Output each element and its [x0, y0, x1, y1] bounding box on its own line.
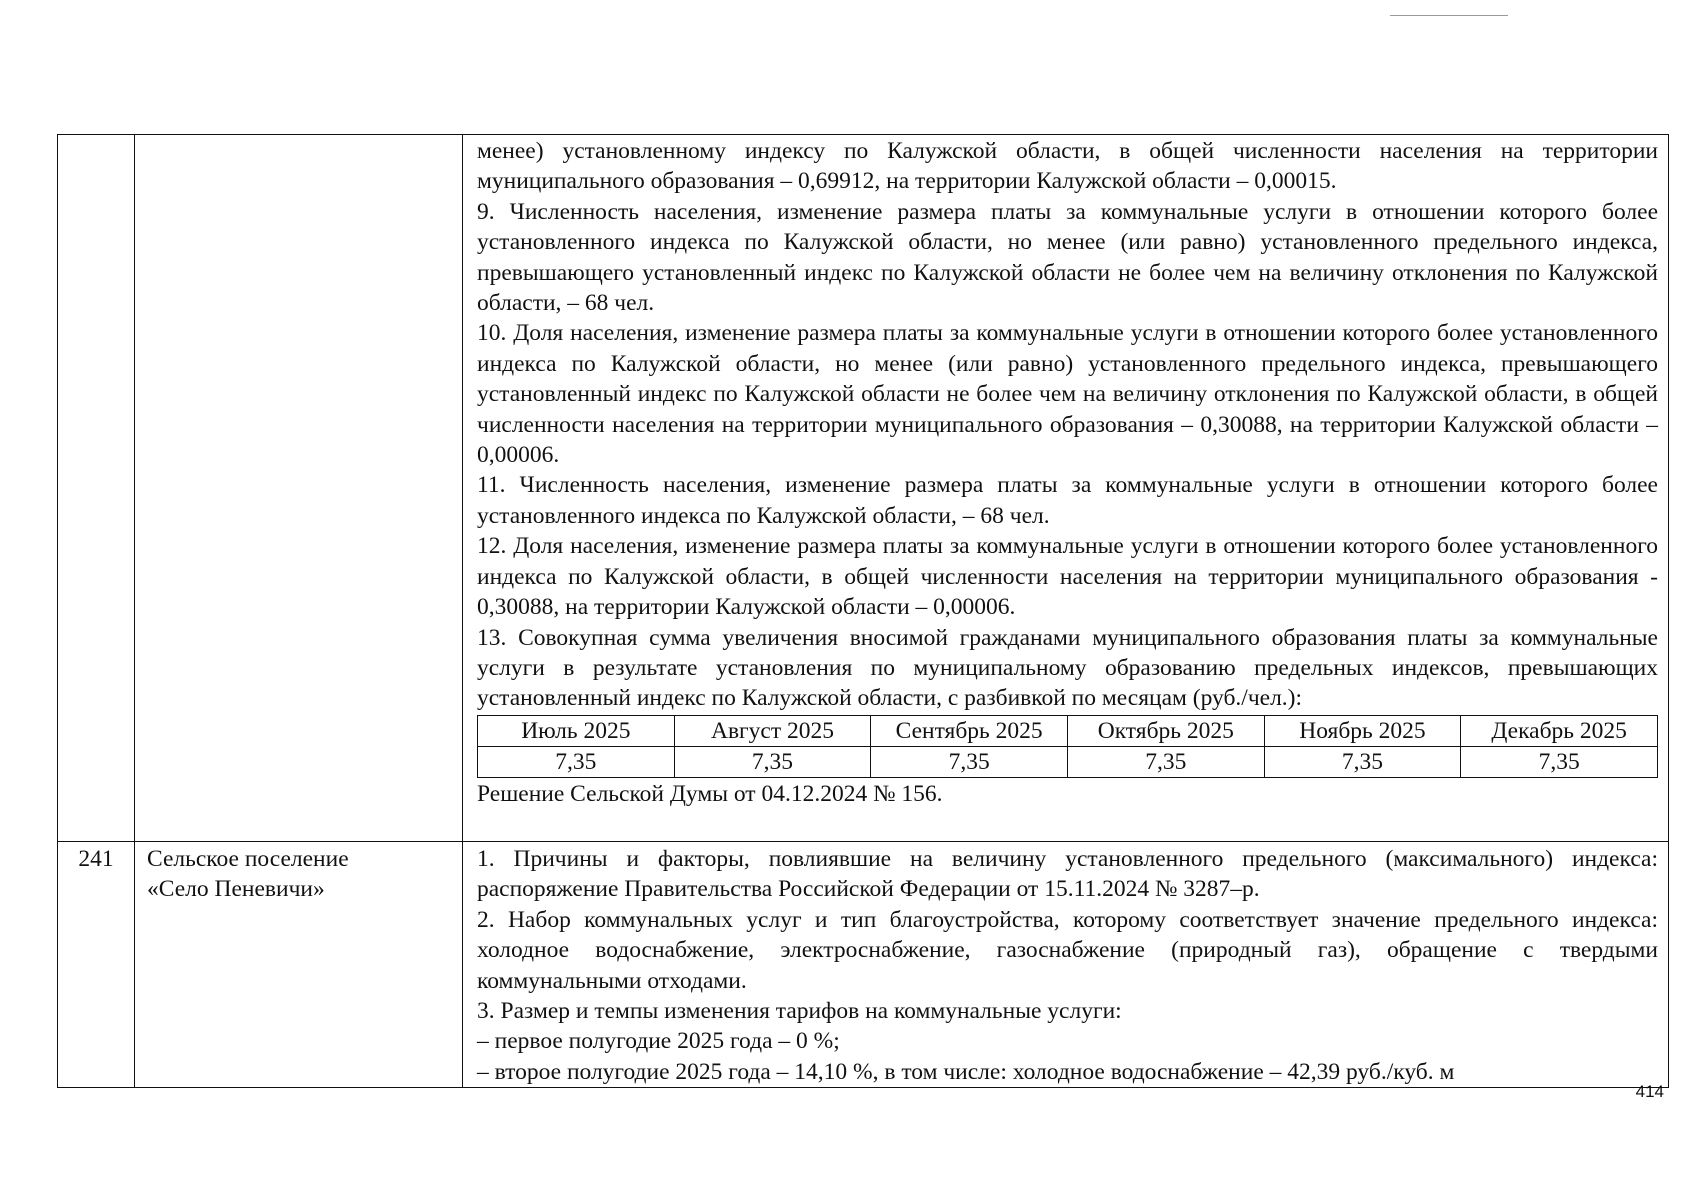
main-table	[57, 134, 1669, 1088]
month-header: Декабрь 2025	[1461, 715, 1658, 746]
decision-reference: Решение Сельской Думы от 04.12.2024 № 156.	[477, 780, 943, 807]
table-row	[58, 842, 1669, 1088]
paragraph-item-10: 10. Доля населения, изменение размера платы за коммунальные услуги в отношении которого более установленного индекса по Калужской области, но менее (или равно) установленного предельного индекса, превышающего установленный индекс по Калужской области не более чем на величину отклонения по Калужской области, в общей численности населения на территории муниципального образования – 0,30088, на территории Калужской области – 0,00006.	[477, 320, 1658, 469]
month-value: 7,35	[1461, 746, 1658, 777]
paragraph-item-9: 9. Численность населения, изменение размера платы за коммунальные услуги в отношении которого более установленного индекса по Калужской области, но менее (или равно) установленного предельного индекса, превышающего установленный индекс по Калужской области не более чем на величину отклонения по Калужской области, – 68 чел.	[477, 198, 1658, 317]
month-value: 7,35	[1264, 746, 1461, 777]
settlement-name-line2: «Село Пеневичи»	[147, 876, 325, 902]
paragraph-item-1: 1. Причины и факторы, повлиявшие на величину установленного предельного (максимального) индекса: распоряжение Правительства Российской Федерации от 15.11.2024 № 3287–р.	[477, 846, 1658, 903]
content-cell	[463, 842, 1669, 1088]
content-cell	[463, 135, 1669, 842]
paragraph-item-2: 2. Набор коммунальных услуг и тип благоустройства, которому соответствует значение предельного индекса: холодное водоснабжение, электроснабжение, газоснабжение (природный газ), обращение с твердыми коммунальными отходами.	[477, 906, 1658, 994]
paragraph-item-12: 12. Доля населения, изменение размера платы за коммунальные услуги в отношении которого более установленного индекса по Калужской области, в общей численности населения на территории муниципального образования - 0,30088, на территории Калужской области – 0,00006.	[477, 533, 1658, 621]
number-cell-empty	[58, 135, 135, 842]
settlement-name-line1: Сельское поселение	[147, 846, 349, 872]
monthly-amounts-table	[477, 715, 1658, 778]
page-number: 414	[1635, 1082, 1664, 1101]
months-value-row	[478, 746, 1658, 777]
paragraph-item-11: 11. Численность населения, изменение размера платы за коммунальные услуги в отношении которого более установленного индекса по Калужской области, – 68 чел.	[477, 472, 1658, 529]
row-number: 241	[58, 842, 135, 1088]
paragraph-item-13: 13. Совокупная сумма увеличения вносимой гражданами муниципального образования платы за коммунальные услуги в результате установления по муниципальному образованию предельных индексов, превышающих установленный индекс по Калужской области, с разбивкой по месяцам (руб./чел.):	[477, 624, 1658, 712]
paragraph-item-3-second-half: – второе полугодие 2025 года – 14,10 %, в том числе: холодное водоснабжение – 42,39 руб./куб. м	[477, 1058, 1455, 1085]
month-header: Август 2025	[674, 715, 871, 746]
paragraph-continuation: менее) установленному индексу по Калужской области, в общей численности населения на территории муниципального образования – 0,69912, на территории Калужской области – 0,00015.	[477, 138, 1658, 195]
month-value: 7,35	[674, 746, 871, 777]
paragraph-item-3-first-half: – первое полугодие 2025 года – 0 %;	[477, 1028, 840, 1055]
name-cell-empty	[135, 135, 463, 842]
table-row	[58, 135, 1669, 842]
month-header: Октябрь 2025	[1067, 715, 1264, 746]
month-header: Сентябрь 2025	[871, 715, 1068, 746]
settlement-name	[135, 842, 463, 1088]
months-header-row	[478, 715, 1658, 746]
month-value: 7,35	[1067, 746, 1264, 777]
scan-mark-line	[1390, 15, 1508, 16]
paragraph-item-3: 3. Размер и темпы изменения тарифов на коммунальные услуги:	[477, 998, 1122, 1025]
month-header: Ноябрь 2025	[1264, 715, 1461, 746]
month-header: Июль 2025	[478, 715, 675, 746]
month-value: 7,35	[871, 746, 1068, 777]
month-value: 7,35	[478, 746, 675, 777]
